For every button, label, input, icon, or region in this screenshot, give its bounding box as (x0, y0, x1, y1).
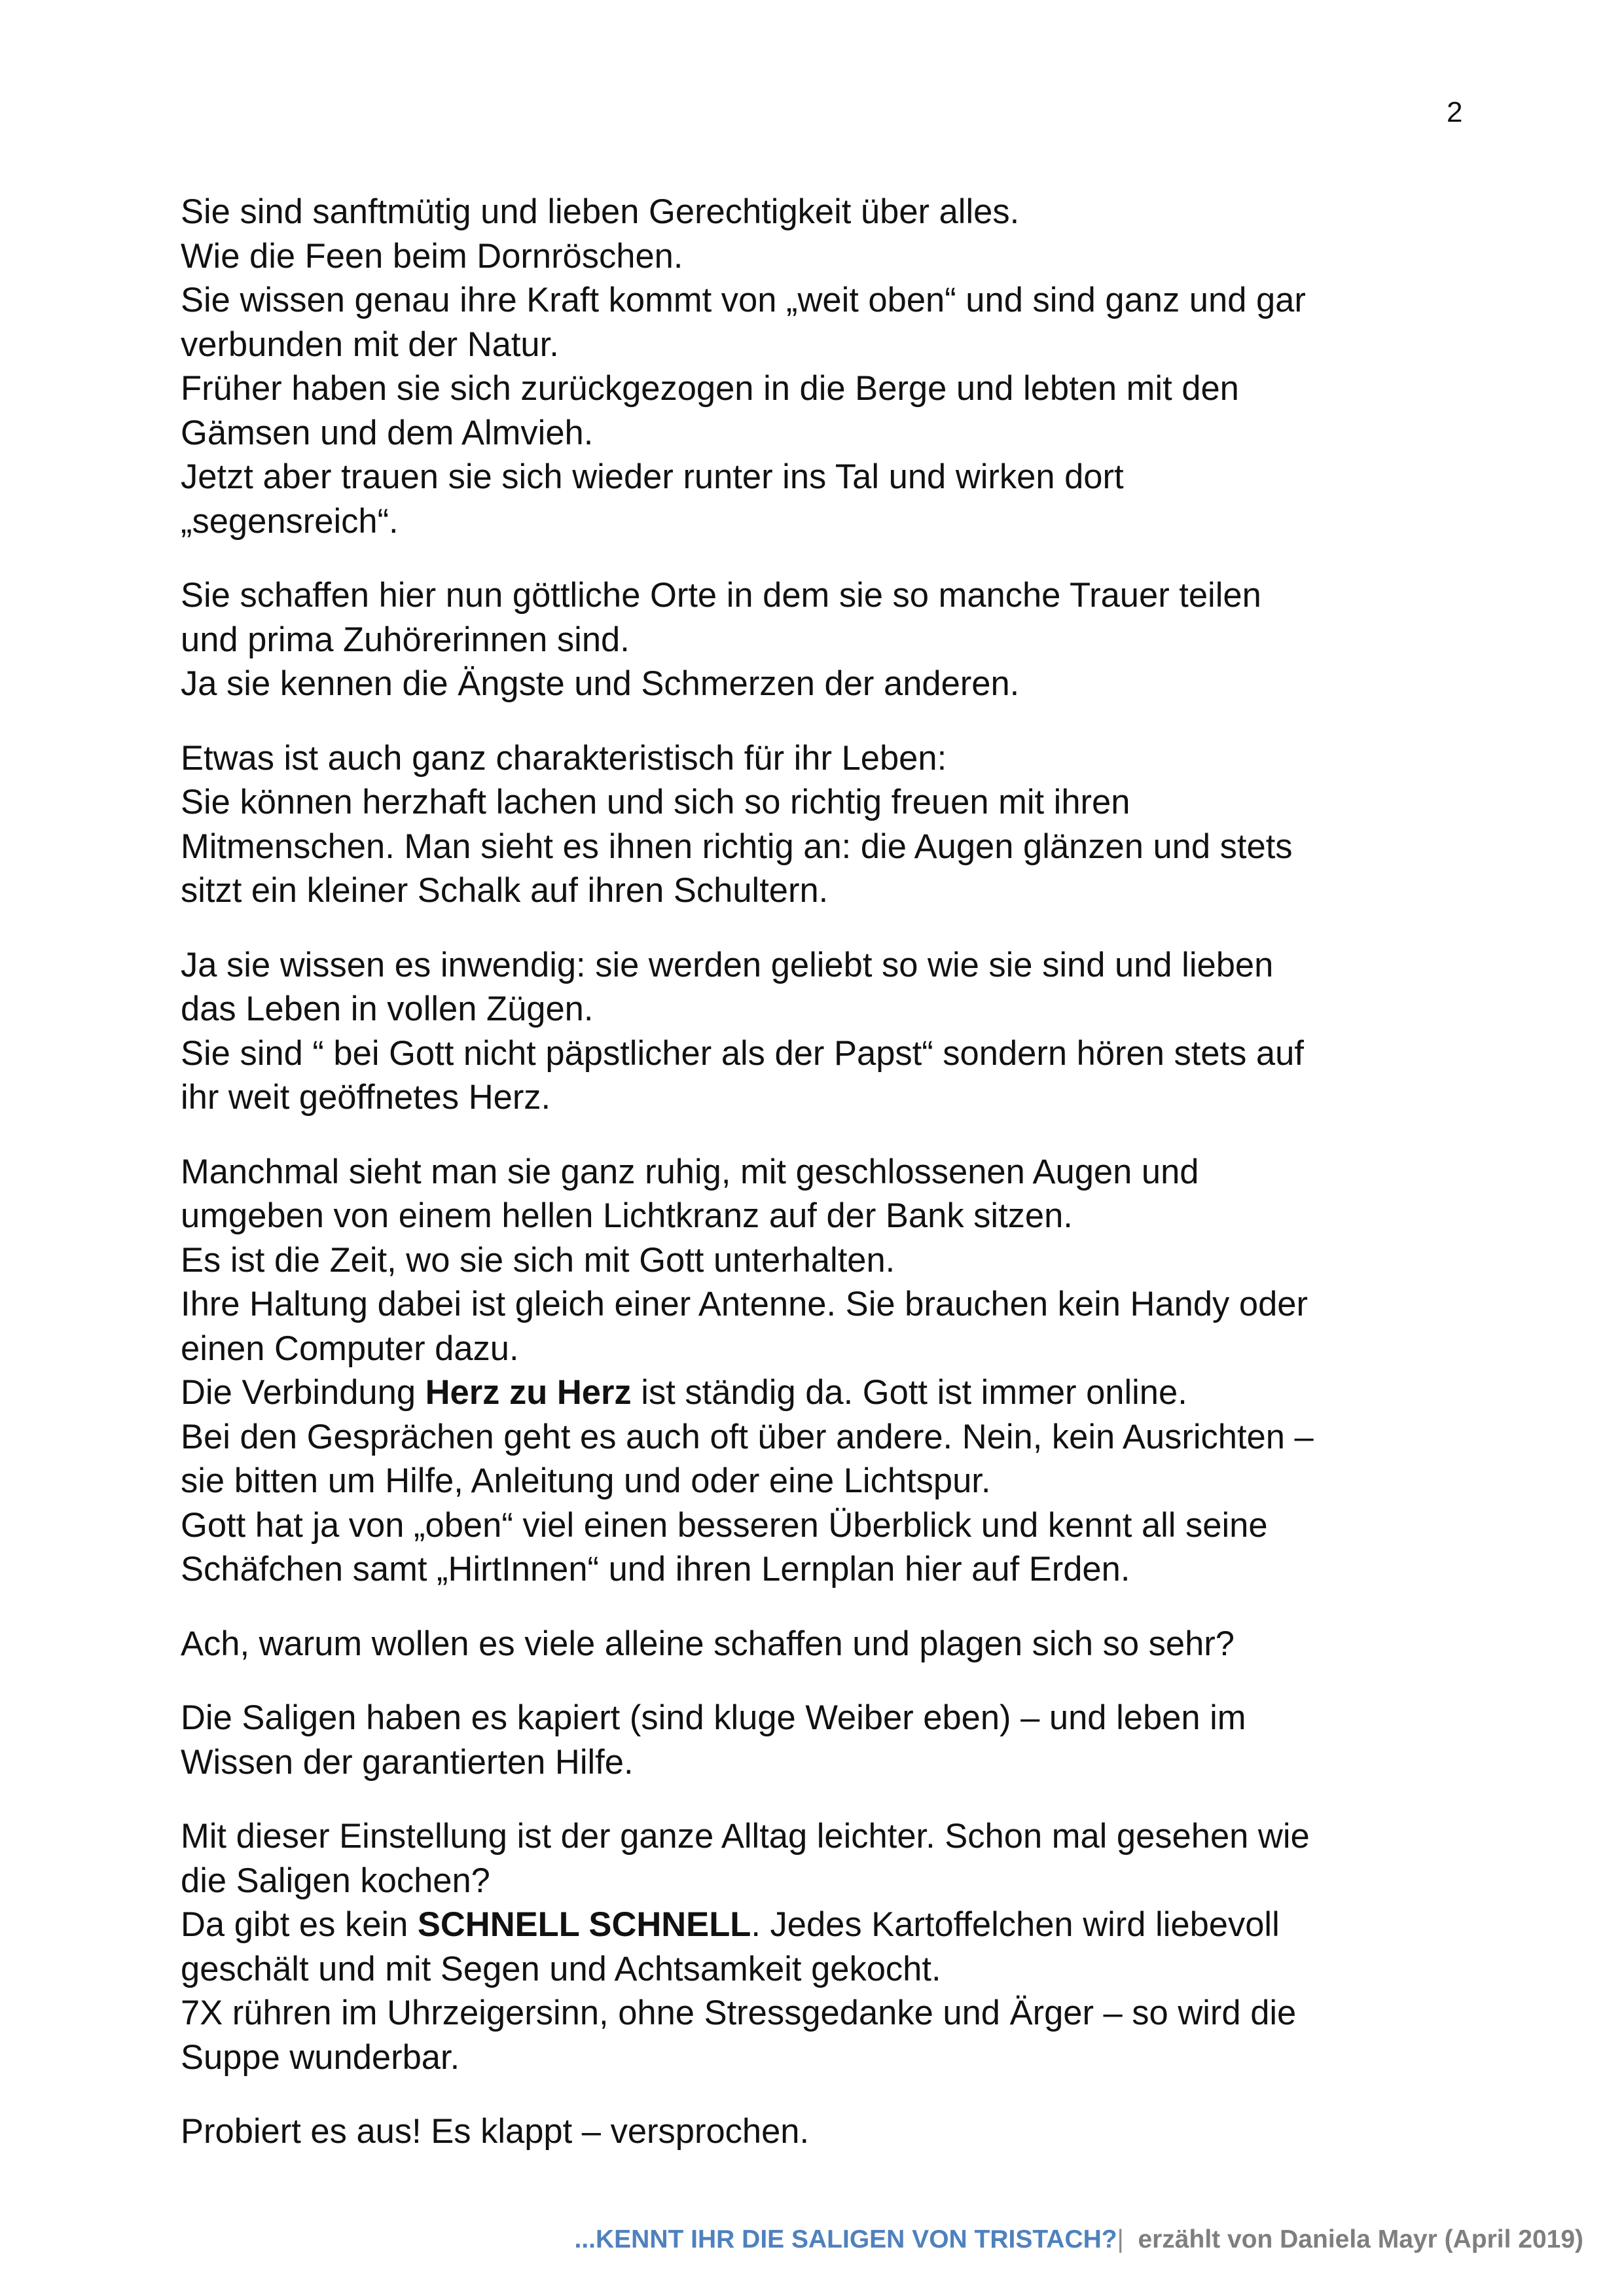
text-segment: sitzt ein kleiner Schalk auf ihren Schultern. (181, 871, 829, 910)
text-segment: Schäfchen samt „HirtInnen“ und ihren Lernplan hier auf Erden. (181, 1550, 1130, 1588)
text-segment: die Saligen kochen? (181, 1861, 490, 1900)
text-line (181, 1075, 1490, 1120)
text-segment: geschält und mit Segen und Achtsamkeit gekocht. (181, 1949, 941, 1988)
text-line (181, 662, 1490, 706)
text-line (181, 1991, 1490, 2036)
text-segment: 7X rühren im Uhrzeigersinn, ohne Stressgedanke und Ärger – so wird die (181, 1994, 1297, 2032)
text-line (181, 1459, 1490, 1503)
text-segment: umgeben von einem hellen Lichtkranz auf der Bank sitzen. (181, 1196, 1073, 1235)
footer-series-title: ...KENNT IHR DIE SALIGEN VON TRISTACH? (574, 2225, 1117, 2253)
text-line (181, 1031, 1490, 1076)
text-line (181, 1903, 1490, 1947)
paragraph (181, 1150, 1490, 1592)
text-line (181, 234, 1490, 279)
text-segment: Sie wissen genau ihre Kraft kommt von „weit oben“ und sind ganz und gar (181, 281, 1306, 319)
text-segment: ihr weit geöffnetes Herz. (181, 1078, 551, 1117)
text-line (181, 1415, 1490, 1460)
text-line (181, 1282, 1490, 1327)
text-line (181, 278, 1490, 323)
text-line (181, 943, 1490, 988)
text-segment: Etwas ist auch ganz charakteristisch für ihr Leben: (181, 738, 947, 778)
paragraph (181, 1622, 1490, 1666)
text-segment: Wie die Feen beim Dornröschen. (181, 236, 683, 276)
text-segment: . Jedes Kartoffelchen wird liebevoll (751, 1905, 1280, 1944)
text-line (181, 367, 1490, 411)
text-segment: einen Computer dazu. (181, 1329, 519, 1368)
text-line (181, 1238, 1490, 1283)
text-segment: Gott hat ja von „oben“ viel einen besseren Überblick und kennt all seine (181, 1505, 1268, 1545)
text-line (181, 1327, 1490, 1371)
text-line (181, 455, 1490, 499)
text-line (181, 1814, 1490, 1859)
paragraph (181, 573, 1490, 706)
paragraph (181, 1696, 1490, 1784)
text-segment: und prima Zuhörerinnen sind. (181, 620, 630, 659)
text-segment: Ja sie kennen die Ängste und Schmerzen der anderen. (181, 664, 1020, 703)
text-segment: das Leben in vollen Zügen. (181, 990, 594, 1028)
text-line (181, 1696, 1490, 1740)
text-segment: „segensreich“. (181, 501, 399, 541)
text-line (181, 1194, 1490, 1238)
text-line (181, 323, 1490, 367)
paragraph (181, 190, 1490, 543)
text-segment: Jetzt aber trauen sie sich wieder runter ins Tal und wirken dort (181, 457, 1124, 496)
bold-phrase: SCHNELL SCHNELL (417, 1905, 751, 1944)
footer-author: erzählt von Daniela Mayr (April 2019) (1138, 2225, 1583, 2253)
text-segment: Gämsen und dem Almvieh. (181, 413, 594, 452)
text-line (181, 2109, 1490, 2154)
text-segment: Sie sind sanftmütig und lieben Gerechtigkeit über alles. (181, 192, 1020, 231)
paragraph (181, 736, 1490, 913)
text-segment: Da gibt es kein (181, 1905, 418, 1944)
text-line (181, 736, 1490, 781)
text-line (181, 869, 1490, 913)
text-segment: Früher haben sie sich zurückgezogen in die Berge und lebten mit den (181, 369, 1239, 408)
text-line (181, 190, 1490, 234)
text-line (181, 1150, 1490, 1194)
text-segment: Die Verbindung (181, 1373, 425, 1412)
text-segment: Suppe wunderbar. (181, 2037, 460, 2077)
page-number: 2 (1447, 96, 1463, 128)
text-line (181, 780, 1490, 825)
text-line (181, 1547, 1490, 1592)
text-segment: Sie können herzhaft lachen und sich so richtig freuen mit ihren (181, 783, 1130, 821)
text-line (181, 1622, 1490, 1666)
text-line (181, 499, 1490, 544)
text-segment: Ja sie wissen es inwendig: sie werden geliebt so wie sie sind und lieben (181, 945, 1274, 984)
text-segment: sie bitten um Hilfe, Anleitung und oder eine Lichtspur. (181, 1462, 991, 1500)
text-segment: Sie sind “ bei Gott nicht päpstlicher als der Papst“ sondern hören stets auf (181, 1033, 1304, 1073)
page-footer (574, 2227, 1583, 2252)
text-segment: Die Saligen haben es kapiert (sind kluge Weiber eben) – und leben im (181, 1698, 1246, 1737)
text-segment: Ihre Haltung dabei ist gleich einer Antenne. Sie brauchen kein Handy oder (181, 1285, 1308, 1323)
text-segment: Manchmal sieht man sie ganz ruhig, mit geschlossenen Augen und (181, 1152, 1199, 1191)
text-line (181, 411, 1490, 456)
text-line (181, 1503, 1490, 1548)
text-line (181, 573, 1490, 618)
text-line (181, 2036, 1490, 2080)
text-line (181, 1859, 1490, 1903)
text-line (181, 1947, 1490, 1992)
paragraph (181, 1814, 1490, 2079)
text-segment: Probiert es aus! Es klappt – versprochen. (181, 2112, 810, 2151)
text-segment: Bei den Gesprächen geht es auch oft über andere. Nein, kein Ausrichten – (181, 1417, 1314, 1456)
text-line (181, 987, 1490, 1031)
body-text (181, 190, 1490, 2184)
text-line (181, 825, 1490, 869)
text-line (181, 1371, 1490, 1415)
paragraph (181, 943, 1490, 1120)
text-segment: Ach, warum wollen es viele alleine schaffen und plagen sich so sehr? (181, 1624, 1235, 1663)
text-segment: Wissen der garantierten Hilfe. (181, 1742, 634, 1782)
bold-phrase: Herz zu Herz (425, 1373, 632, 1412)
paragraph (181, 2109, 1490, 2154)
text-segment: Es ist die Zeit, wo sie sich mit Gott unterhalten. (181, 1240, 895, 1280)
text-segment: ist ständig da. Gott ist immer online. (631, 1373, 1187, 1412)
footer-separator: | (1117, 2225, 1124, 2253)
text-segment: Sie schaffen hier nun göttliche Orte in dem sie so manche Trauer teilen (181, 576, 1261, 615)
text-segment: Mit dieser Einstellung ist der ganze Alltag leichter. Schon mal gesehen wie (181, 1817, 1310, 1856)
text-line (181, 1740, 1490, 1785)
text-segment: Mitmenschen. Man sieht es ihnen richtig an: die Augen glänzen und stets (181, 827, 1293, 866)
text-line (181, 618, 1490, 662)
text-segment: verbunden mit der Natur. (181, 325, 559, 364)
